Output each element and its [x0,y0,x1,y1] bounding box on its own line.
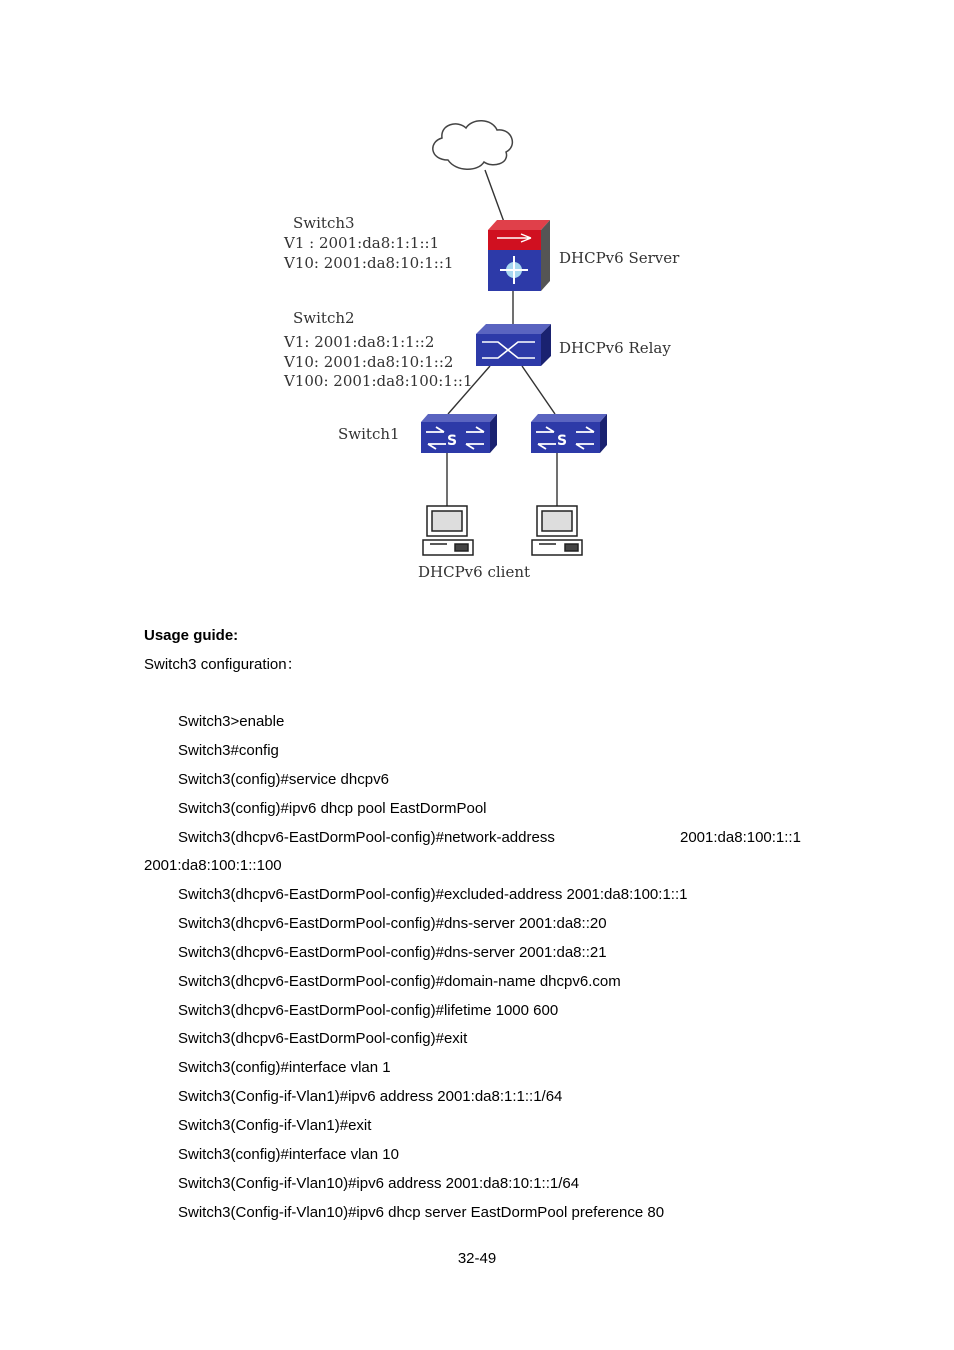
network-address-start: 2001:da8:100:1::1 [680,829,801,846]
cloud-icon [433,121,513,170]
switch2-v10-address: V10: 2001:da8:10:1::2 [284,353,454,371]
switch3-label: Switch3 [293,214,355,232]
dhcpv6-client-label: DHCPv6 client [418,563,531,581]
dhcpv6-server-label: DHCPv6 Server [559,249,680,267]
command-line: Switch3(Config-if-Vlan1)#exit [178,1117,372,1134]
switch2-relay-icon [476,324,551,366]
command-line: Switch3(dhcpv6-EastDormPool-config)#exit [178,1030,468,1047]
usage-guide-heading: Usage guide: [144,627,239,644]
client-pc-icon [423,506,473,555]
switch2-v100-address: V100: 2001:da8:100:1::1 [284,372,473,390]
dhcpv6-relay-label: DHCPv6 Relay [559,339,671,357]
command-line: Switch3(config)#interface vlan 1 [178,1059,391,1076]
command-line: Switch3>enable [178,713,285,730]
switch2-label: Switch2 [293,309,355,327]
switch3-v10-address: V10: 2001:da8:10:1::1 [284,254,454,272]
command-line: Switch3(config)#ipv6 dhcp pool EastDormPool [178,800,487,817]
switch1-label: Switch1 [338,425,400,443]
svg-text:S: S [447,433,458,449]
command-line: Switch3(Config-if-Vlan10)#ipv6 address 2001:da8:10:1::1/64 [178,1175,580,1192]
switch3-v1-address: V1 : 2001:da8:1:1::1 [284,234,440,252]
command-line: Switch3(dhcpv6-EastDormPool-config)#network-address [178,829,555,846]
command-line: Switch3(dhcpv6-EastDormPool-config)#lifetime 1000 600 [178,1002,559,1019]
page-number: 32-49 [457,1250,497,1267]
access-switch-icon [531,414,607,453]
command-line: Switch3#config [178,742,279,759]
command-line: Switch3(config)#interface vlan 10 [178,1146,399,1163]
svg-text:S: S [557,433,568,449]
command-line: Switch3(config)#service dhcpv6 [178,771,389,788]
command-line: Switch3(dhcpv6-EastDormPool-config)#dns-server 2001:da8::21 [178,944,607,961]
command-line: Switch3(dhcpv6-EastDormPool-config)#dns-server 2001:da8::20 [178,915,607,932]
switch2-v1-address: V1: 2001:da8:1:1::2 [284,333,435,351]
command-line: Switch3(dhcpv6-EastDormPool-config)#domain-name dhcpv6.com [178,973,621,990]
client-pc-icon [532,506,582,555]
network-address-end: 2001:da8:100:1::100 [144,857,282,874]
command-line: Switch3(Config-if-Vlan10)#ipv6 dhcp server EastDormPool preference 80 [178,1204,665,1221]
command-line: Switch3(dhcpv6-EastDormPool-config)#excluded-address 2001:da8:100:1::1 [178,886,688,903]
switch3-configuration-intro: Switch3 configuration： [144,656,302,673]
network-topology-diagram [0,0,954,600]
command-line: Switch3(Config-if-Vlan1)#ipv6 address 2001:da8:1:1::1/64 [178,1088,563,1105]
switch1-access-icon [421,414,497,453]
switch3-server-icon [488,220,550,291]
